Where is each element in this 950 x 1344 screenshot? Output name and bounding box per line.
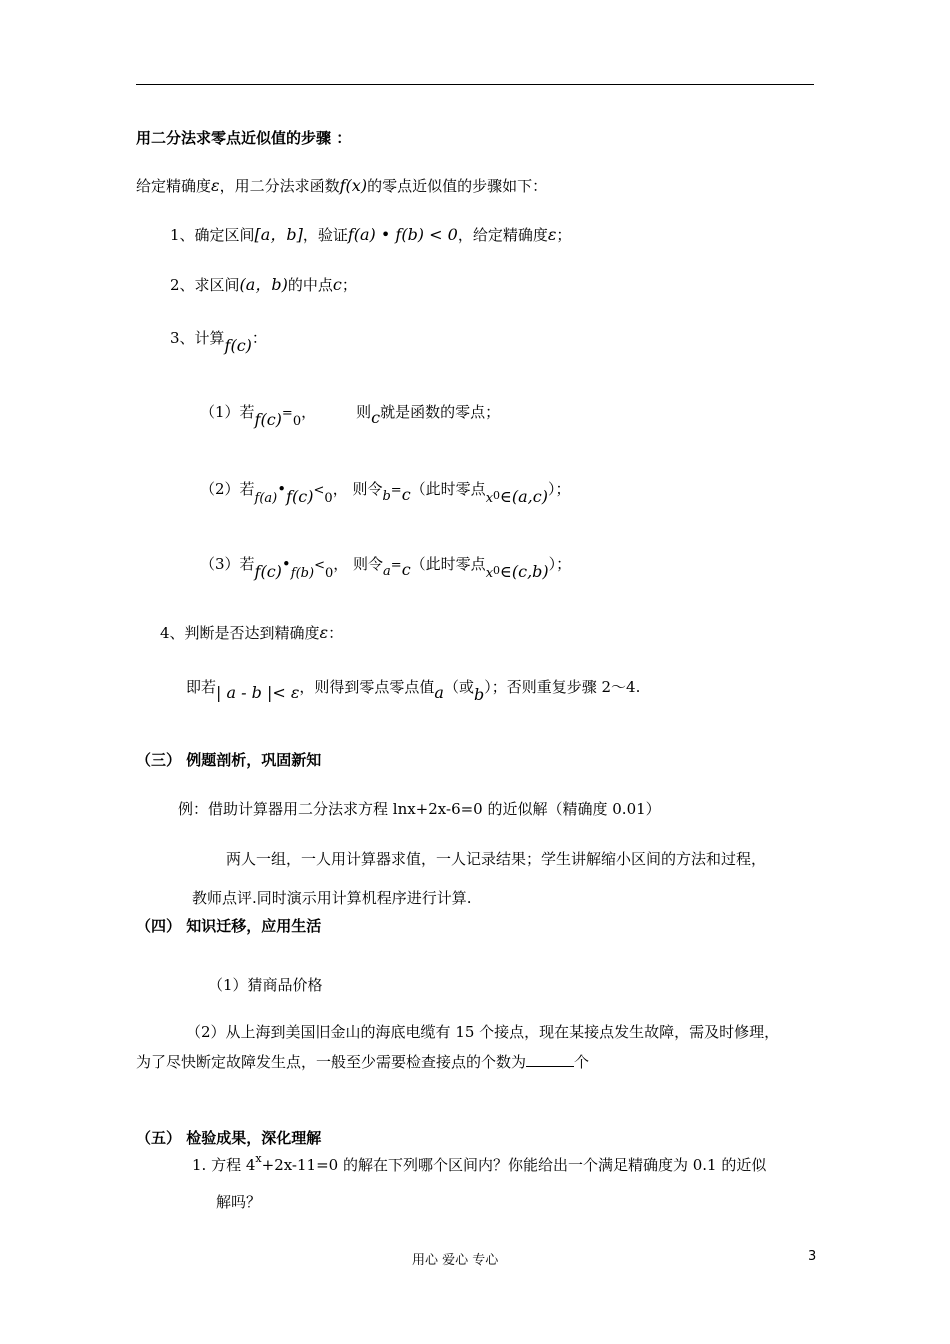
- page-number: 3: [808, 1249, 817, 1264]
- footer-slogan: 用心 爱心 专心: [412, 1253, 499, 1268]
- item-2-line-1: （2）从上海到美国旧金山的海底电缆有 15 个接点，现在某接点发生故障，需及时修理，: [186, 1023, 780, 1041]
- step-4-detail: 即若| a - b |< ε，则得到零点零点值a（或b）；否则重复步骤 2～4.: [186, 678, 641, 704]
- item-1: （1）猜商品价格: [208, 976, 323, 994]
- step-2: 2、求区间(a，b)的中点c；: [170, 275, 357, 294]
- steps-heading: 用二分法求零点近似值的步骤 ：: [136, 129, 352, 147]
- header-rule: [136, 84, 814, 85]
- example-paragraph-line-1: 两人一组，一人用计算器求值，一人记录结果；学生讲解缩小区间的方法和过程，: [226, 850, 767, 868]
- intro-line: 给定精确度ε，用二分法求函数f(x)的零点近似值的步骤如下：: [136, 176, 548, 195]
- example-text: 例：借助计算器用二分法求方程 lnx+2x-6=0 的近似解（精确度 0.01）: [178, 800, 661, 818]
- question-1: 1. 方程 $4^x+2x-11=0$ 的解在下列哪个区间内？你能给出一个满足精确度为 0.1 的近似: [192, 1152, 767, 1174]
- step-3: 3、计算f(c)：: [170, 329, 267, 355]
- answer-blank: [526, 1052, 574, 1067]
- question-1-line-2: 解吗？: [216, 1193, 262, 1211]
- step-1: 1、确定区间[a，b]，验证f(a) • f(b) < 0，给定精确度ε；: [170, 225, 572, 244]
- section-4-heading: （四） 知识迁移，应用生活: [136, 917, 322, 935]
- example-paragraph-line-2: 教师点评.同时演示用计算机程序进行计算.: [192, 889, 472, 907]
- section-5-heading: （五） 检验成果，深化理解: [136, 1129, 322, 1147]
- step-4: 4、判断是否达到精确度ε：: [160, 623, 344, 642]
- case-3: （3）若f(c)•f(b)<0， 则令a=c（此时零点$x_0\in(c,b)$）；: [200, 555, 572, 581]
- case-1: （1）若f(c)=0， 则c就是函数的零点；: [200, 403, 501, 429]
- item-2-line-2: 为了尽快断定故障发生点，一般至少需要检查接点的个数为 个: [136, 1053, 590, 1071]
- case-2: （2）若f(a)•f(c)<0， 则令b=c（此时零点$x_0\in(a,c)$）；: [200, 480, 571, 506]
- section-3-heading: （三） 例题剖析，巩固新知: [136, 751, 322, 769]
